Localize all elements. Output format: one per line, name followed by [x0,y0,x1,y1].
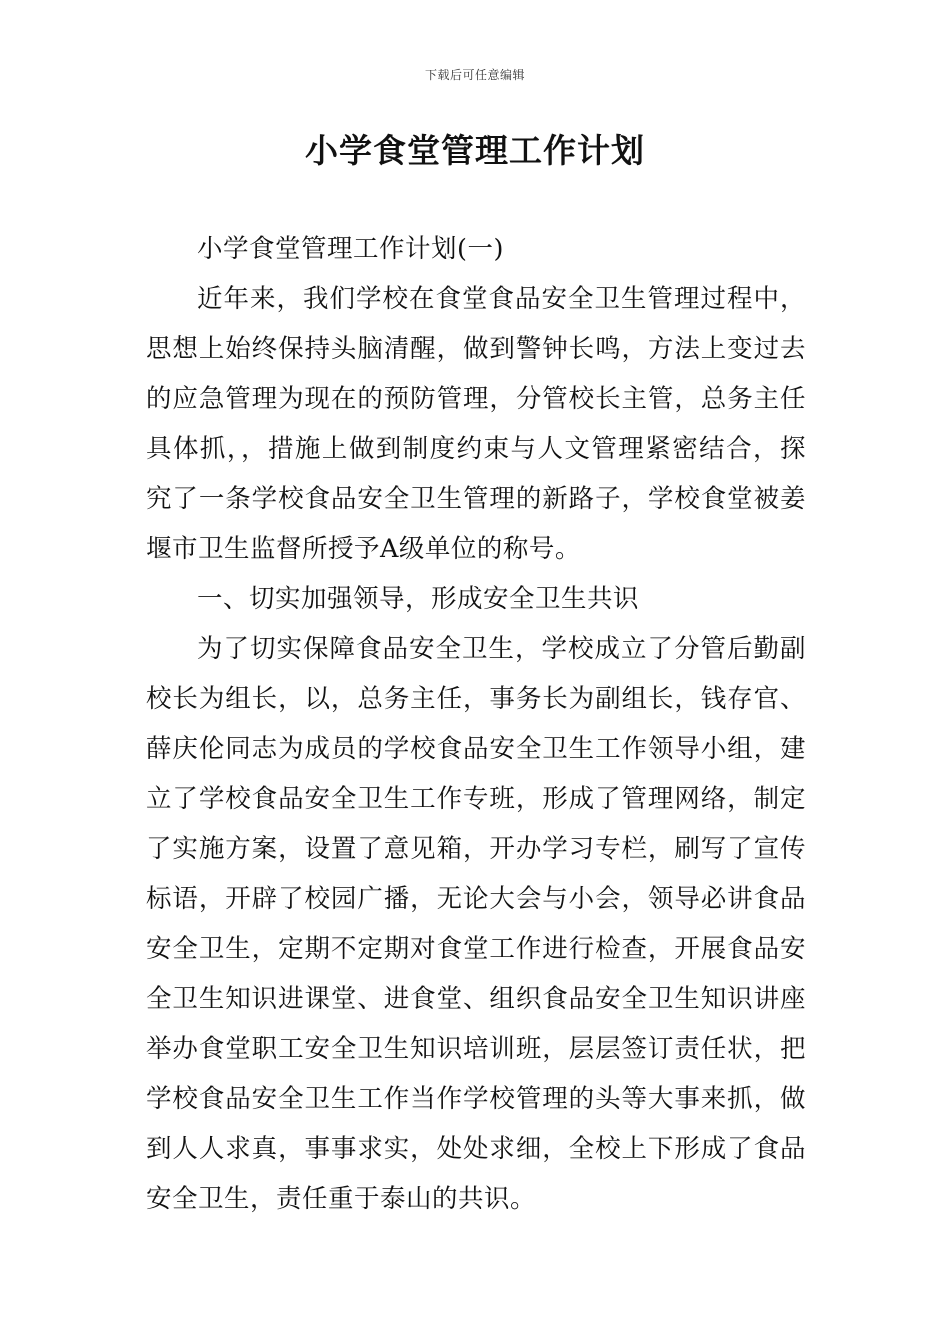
body-paragraph: 近年来，我们学校在食堂食品安全卫生管理过程中，思想上始终保持头脑清醒，做到警钟长鸣，方法上变过去的应急管理为现在的预防管理，分管校长主管，总务主任具体抓，，措施上做到制度约束与人文管理紧密结合，探究了一条学校食品安全卫生管理的新路子，学校食堂被姜堰市卫生监督所授予A级单位的称号。 [146,284,806,564]
header-note: 下载后可任意编辑 [424,68,525,82]
document-body [146,224,806,1224]
document-title: 小学食堂管理工作计划 [305,131,645,170]
section-subtitle: 小学食堂管理工作计划(一) [197,234,504,264]
section-heading: 一、切实加强领导，形成安全卫生共识 [197,584,640,614]
body-paragraph: 为了切实保障食品安全卫生，学校成立了分管后勤副校长为组长，以，总务主任，事务长为副组长，钱存官、薛庆伦同志为成员的学校食品安全卫生工作领导小组，建立了学校食品安全卫生工作专班，形成了管理网络，制定了实施方案，设置了意见箱，开办学习专栏，刷写了宣传标语，开辟了校园广播，无论大会与小会，领导必讲食品安全卫生，定期不定期对食堂工作进行检查，开展食品安全卫生知识进课堂、进食堂、组织食品安全卫生知识讲座举办食堂职工安全卫生知识培训班，层层签订责任状，把学校食品安全卫生工作当作学校管理的头等大事来抓，做到人人求真，事事求实，处处求细，全校上下形成了食品安全卫生，责任重于泰山的共识。 [146,634,806,1214]
